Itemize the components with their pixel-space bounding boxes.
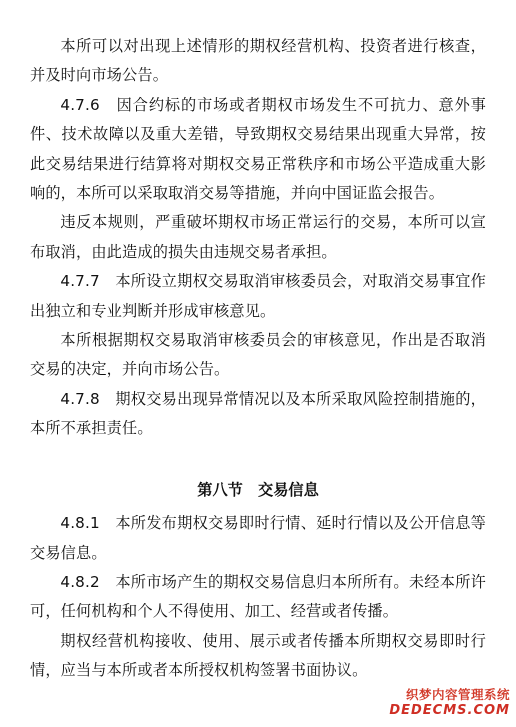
- paragraph: 期权经营机构接收、使用、展示或者传播本所期权交易即时行情，应当与本所或者本所授权机构签署书面协议。: [30, 631, 486, 680]
- watermark-text-en: DEDECMS.COM: [389, 703, 510, 718]
- paragraph: 4.7.6 因合约标的市场或者期权市场发生不可抗力、意外事件、技术故障以及重大差错，导致期权交易结果出现重大异常，按此交易结果进行结算将对期权交易正常秩序和市场公平造成重大影响的，本所可以采取取消交易等措施，并向中国证监会报告。: [30, 95, 486, 203]
- paragraph: 本所根据期权交易取消审核委员会的审核意见，作出是否取消交易的决定，并向市场公告。: [30, 331, 486, 379]
- section-title: 第八节 交易信息: [197, 480, 319, 499]
- paragraph: 4.8.2 本所市场产生的期权交易信息归本所所有。未经本所许可，任何机构和个人不得使用、加工、经营或者传播。: [30, 572, 486, 621]
- paragraph: 本所可以对出现上述情形的期权经营机构、投资者进行核查，并及时向市场公告。: [30, 37, 486, 85]
- paragraph: 违反本规则，严重破坏期权市场正常运行的交易，本所可以宣布取消，由此造成的损失由违规交易者承担。: [30, 213, 486, 261]
- paragraph: 4.7.7 本所设立期权交易取消审核委员会，对取消交易事宜作出独立和专业判断并形成审核意见。: [30, 272, 486, 320]
- paragraph: 4.8.1 本所发布期权交易即时行情、延时行情以及公开信息等交易信息。: [30, 514, 486, 562]
- watermark-logo: [382, 687, 510, 721]
- paragraph: 4.7.8 期权交易出现异常情况以及本所采取风险控制措施的，本所不承担责任。: [30, 389, 486, 438]
- watermark-text-cn: 织梦内容管理系统: [405, 687, 510, 702]
